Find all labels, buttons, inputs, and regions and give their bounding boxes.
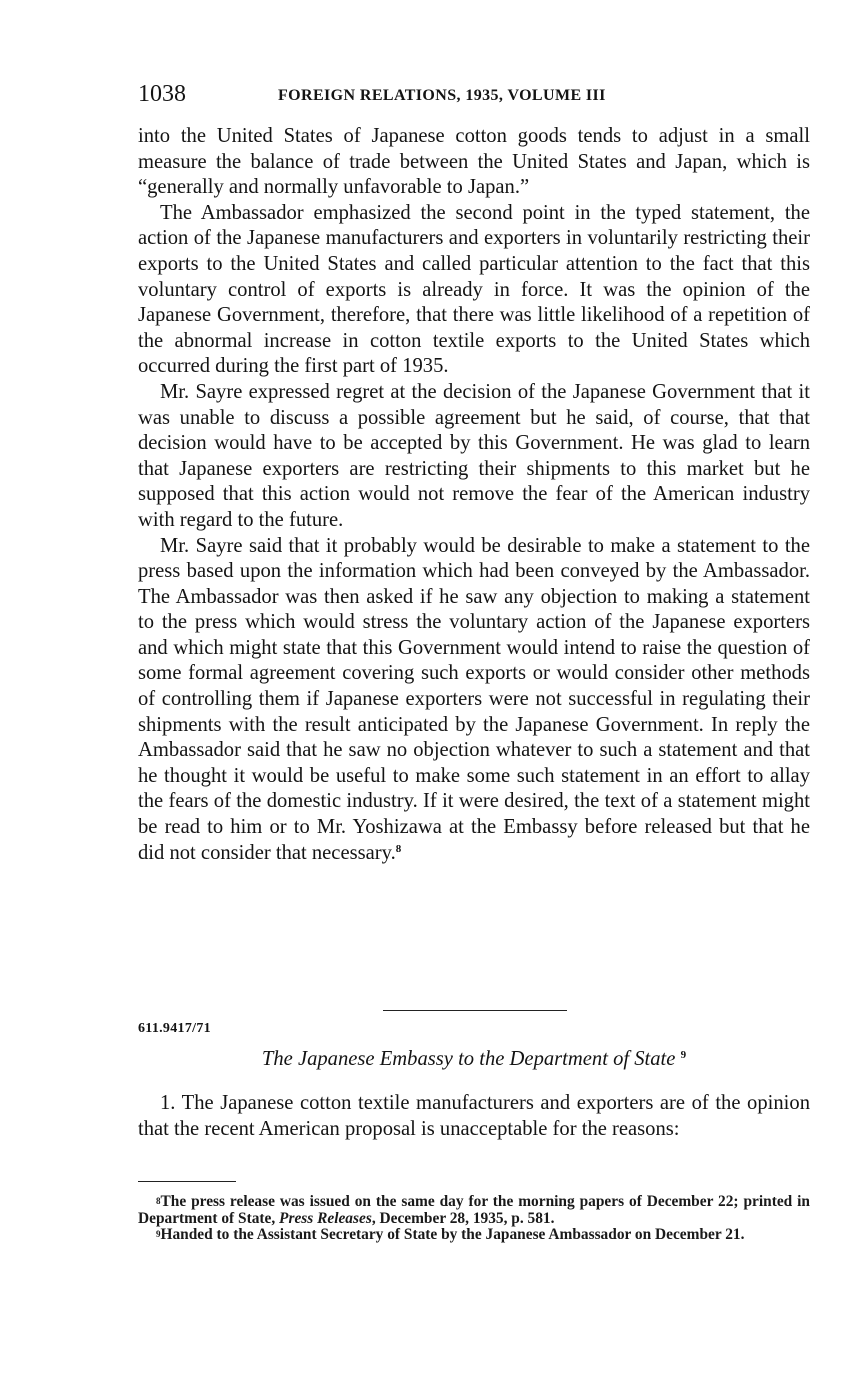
footnote-divider (138, 1181, 236, 1182)
document-heading (138, 1046, 810, 1072)
paragraph-press-statement-text: Mr. Sayre said that it probably would be desirable to make a statement to the press based upon the information which had been conveyed by the Ambassador. The Ambassador was then asked if he saw any objection to making a statement to the press which would stress the voluntary action of the Japanese exporters and which might state that this Government would intend to raise the question of some formal agreement covering such exports or would consider other methods of controlling them if Japanese exporters were not successful in regulating their shipments with the result anticipated by the Japanese Government. In reply the Ambassador said that he saw no objection whatever to such a statement and that he thought it would be useful to make some such statement in an effort to allay the fears of the domestic industry. If it were desired, the text of a statement might be read to him or to Mr. Yoshizawa at the Embassy before released but that he did not consider that necessary. (138, 534, 810, 864)
footnote-9-text: Handed to the Assistant Secretary of State by the Japanese Ambassador on December 21. (160, 1226, 745, 1243)
paragraph-ambassador-emphasis: The Ambassador emphasized the second point in the typed statement, the action of the Japanese manufacturers and exporters in voluntarily restricting their exports to the United States and called particular attention to the fact that this voluntary control of exports is already in force. It was the opinion of the Japanese Government, therefore, that there was little likelihood of a repetition of the abnormal increase in cotton textile exports to the United States which occurred during the first part of 1935. (138, 201, 810, 378)
running-title: FOREIGN RELATIONS, 1935, VOLUME III (278, 87, 606, 104)
footnote-reference-8: 8 (395, 842, 402, 855)
footnote-8 (138, 1194, 810, 1227)
footnotes (138, 1194, 810, 1244)
footnote-8-text-a: The press release was issued on the same day for the morning papers of December 22; printed in Department of State, (138, 1193, 810, 1227)
page-number: 1038 (138, 81, 186, 107)
paragraph-sayre-regret: Mr. Sayre expressed regret at the decision of the Japanese Government that it was unable to discuss a possible agreement but he said, of course, that that decision would have to be accepted by this Government. He was glad to learn that Japanese exporters are restricting their shipments to this market but he supposed that this action would not remove the fear of the American industry with regard to the future. (138, 380, 810, 531)
section-divider (383, 1010, 567, 1011)
footnote-9-mark: 9 (156, 1229, 161, 1239)
file-number: 611.9417/71 (138, 1021, 211, 1036)
footnote-8-mark: 8 (156, 1196, 161, 1206)
document-body (138, 1090, 810, 1142)
document-paragraph-1: 1. The Japanese cotton textile manufacturers and exporters are of the opinion that the recent American proposal is unacceptable for the reasons: (138, 1092, 810, 1140)
running-head (138, 80, 810, 110)
memorandum-body (138, 124, 810, 866)
footnote-8-text-b: , December 28, 1935, p. 581. (371, 1209, 555, 1227)
paragraph-press-statement (138, 534, 810, 867)
footnote-9 (138, 1227, 810, 1244)
document-heading-text: The Japanese Embassy to the Department of State (261, 1048, 676, 1070)
footnote-8-publication: Press Releases (279, 1209, 372, 1227)
paragraph-continuation: into the United States of Japanese cotton goods tends to adjust in a small measure the balance of trade between the United States and Japan, which is “generally and normally unfavorable to Japan.” (138, 125, 810, 199)
footnote-reference-9: 9 (680, 1049, 687, 1061)
